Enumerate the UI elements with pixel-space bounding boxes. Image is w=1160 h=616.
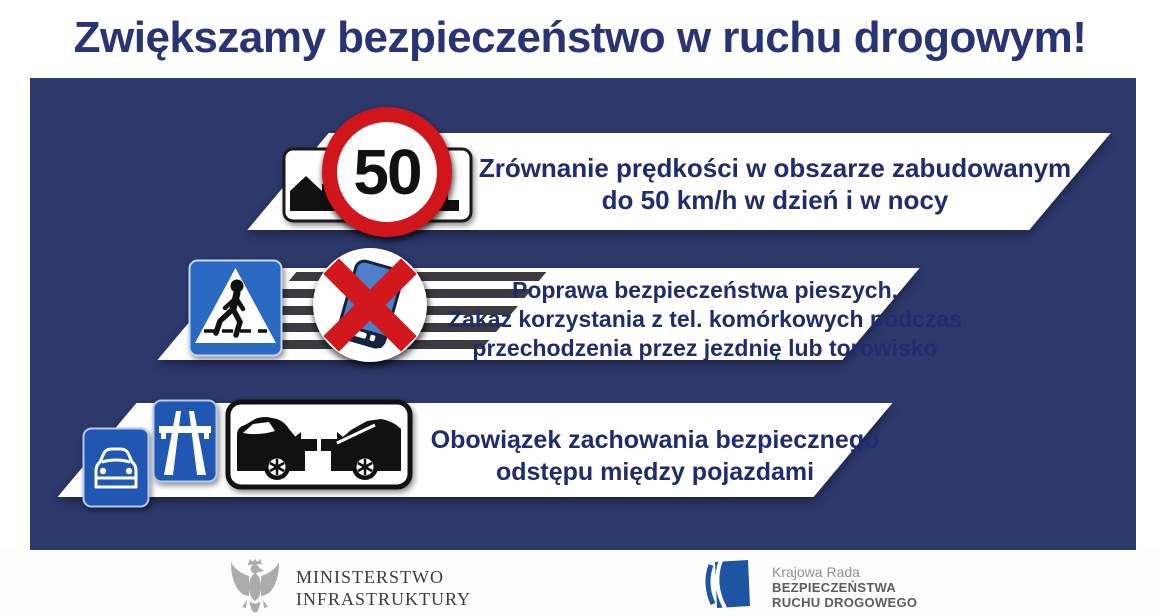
footer xyxy=(0,550,1160,616)
krbrd-line-3: RUCHU DROGOWEGO xyxy=(772,595,918,610)
motor-road-sign xyxy=(82,427,150,508)
band-pedestrians-line-3: przechodzenia przez jezdnię lub torowisko xyxy=(472,335,938,361)
krbrd-logo-text xyxy=(772,564,917,610)
pedestrian-crossing-sign xyxy=(188,259,283,357)
page-title: Zwiększamy bezpieczeństwo w ruchu drogowym! xyxy=(73,13,1087,62)
band-pedestrians-line-1: Poprawa bezpieczeństwa pieszych. xyxy=(511,277,899,303)
polish-eagle-logo xyxy=(228,556,280,614)
band-distance-line-1: Obowiązek zachowania bezpiecznego xyxy=(430,426,880,454)
band-distance-text xyxy=(420,424,890,488)
speed-limit-50-sign xyxy=(322,107,452,237)
no-phone-icon xyxy=(313,248,427,362)
safe-distance-sign xyxy=(225,399,413,490)
ministry-line-2: INFRASTRUKTURY xyxy=(296,589,472,609)
band-speed-line-2: do 50 km/h w dzień i w nocy xyxy=(601,185,949,215)
krbrd-line-2: BEZPIECZEŃSTWA xyxy=(772,580,897,595)
krbrd-logo xyxy=(702,558,752,610)
band-pedestrians-text xyxy=(420,276,990,363)
band-distance-line-2: odstępu między pojazdami xyxy=(495,458,815,486)
ministry-logo-text xyxy=(296,566,471,610)
speed-limit-value: 50 xyxy=(353,136,421,208)
krbrd-line-1: Krajowa Rada xyxy=(772,564,860,580)
ministry-line-1: MINISTERSTWO xyxy=(296,567,444,587)
band-speed-line-1: Zrównanie prędkości w obszarze zabudowanym xyxy=(478,153,1072,183)
motorway-sign xyxy=(152,399,218,483)
band-speed-text xyxy=(460,152,1090,216)
band-pedestrians-line-2: Zakaz korzystania z tel. komórkowych podczas xyxy=(448,306,962,332)
